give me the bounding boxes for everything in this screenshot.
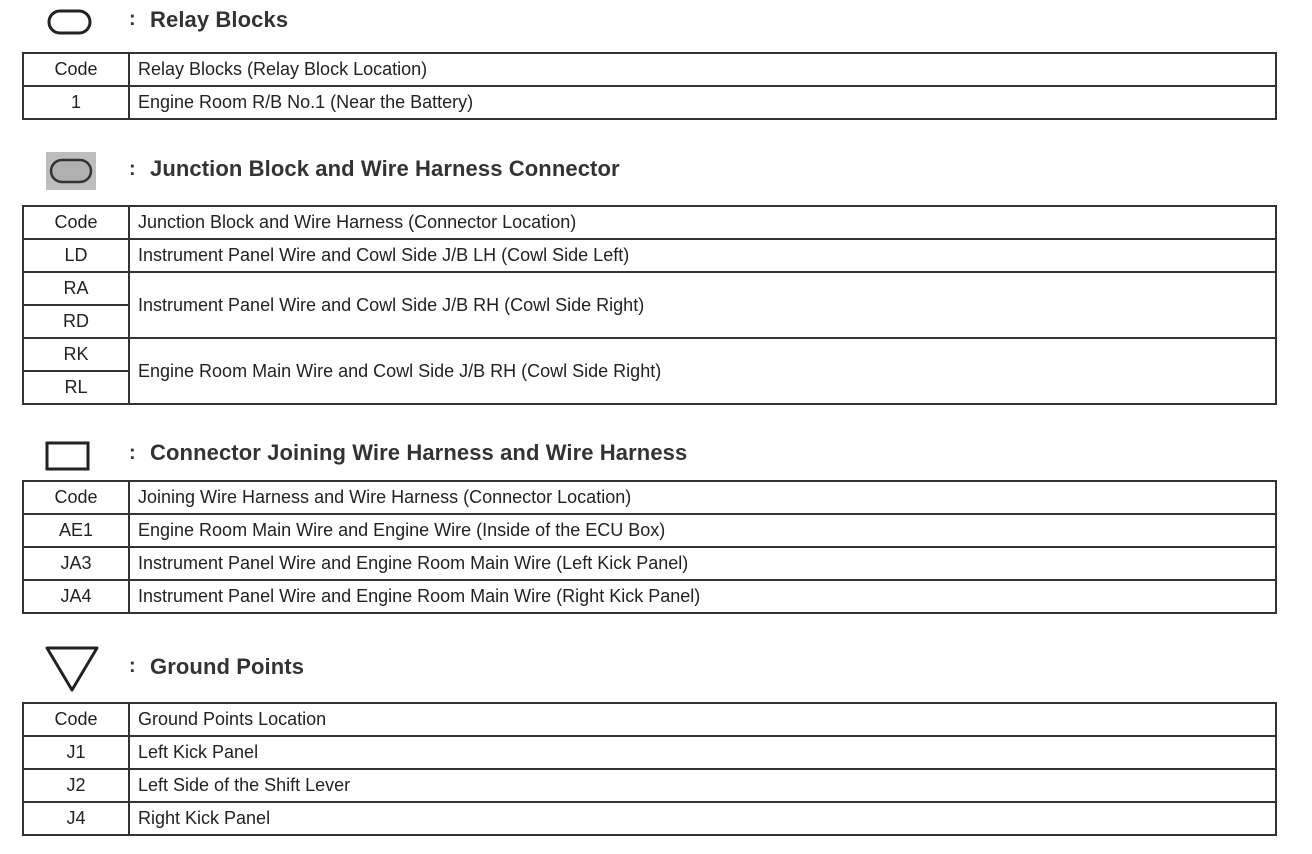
location-cell: Left Kick Panel	[129, 736, 1276, 769]
code-cell: LD	[23, 239, 129, 272]
table-row	[23, 736, 1276, 769]
location-cell: Instrument Panel Wire and Engine Room Main Wire (Left Kick Panel)	[129, 547, 1276, 580]
location-header: Junction Block and Wire Harness (Connector Location)	[129, 206, 1276, 239]
table-row	[23, 547, 1276, 580]
code-cell: J4	[23, 802, 129, 835]
section-junction-block-header	[0, 150, 1312, 190]
code-cell: RL	[23, 371, 129, 404]
junction-block-table	[22, 205, 1277, 405]
section-colon: :	[129, 158, 136, 180]
section-connector-joining-header	[0, 434, 1312, 474]
section-colon: :	[129, 442, 136, 464]
code-cell: J1	[23, 736, 129, 769]
table-row	[23, 802, 1276, 835]
code-cell: AE1	[23, 514, 129, 547]
code-cell: RK	[23, 338, 129, 371]
table-header-row	[23, 703, 1276, 736]
code-header: Code	[23, 53, 129, 86]
code-cell: 1	[23, 86, 129, 119]
table-header-row	[23, 53, 1276, 86]
relay-block-oval-icon	[46, 8, 94, 36]
code-header: Code	[23, 703, 129, 736]
table-row	[23, 338, 1276, 371]
relay-blocks-table	[22, 52, 1277, 120]
section-ground-points-header	[0, 643, 1312, 683]
code-cell: JA4	[23, 580, 129, 613]
location-header: Relay Blocks (Relay Block Location)	[129, 53, 1276, 86]
location-cell: Right Kick Panel	[129, 802, 1276, 835]
location-cell: Instrument Panel Wire and Cowl Side J/B LH (Cowl Side Left)	[129, 239, 1276, 272]
table-header-row	[23, 206, 1276, 239]
table-row	[23, 580, 1276, 613]
section-colon: :	[129, 655, 136, 677]
table-row	[23, 86, 1276, 119]
code-cell: RA	[23, 272, 129, 305]
table-row	[23, 239, 1276, 272]
code-cell: JA3	[23, 547, 129, 580]
ground-point-triangle-icon	[44, 645, 100, 693]
section-title: Ground Points	[150, 654, 305, 679]
section-title: Relay Blocks	[150, 7, 289, 32]
table-header-row	[23, 481, 1276, 514]
section-title: Junction Block and Wire Harness Connector	[150, 156, 620, 181]
junction-block-shaded-oval-icon	[46, 152, 96, 190]
location-cell: Engine Room R/B No.1 (Near the Battery)	[129, 86, 1276, 119]
code-cell: RD	[23, 305, 129, 338]
connector-rectangle-icon	[44, 440, 92, 472]
location-cell: Instrument Panel Wire and Engine Room Main Wire (Right Kick Panel)	[129, 580, 1276, 613]
code-header: Code	[23, 481, 129, 514]
section-title: Connector Joining Wire Harness and Wire Harness	[150, 440, 688, 465]
table-row	[23, 769, 1276, 802]
code-header: Code	[23, 206, 129, 239]
table-row	[23, 272, 1276, 305]
location-cell: Engine Room Main Wire and Cowl Side J/B RH (Cowl Side Right)	[129, 338, 1276, 404]
section-relay-blocks-header	[0, 0, 1312, 40]
code-cell: J2	[23, 769, 129, 802]
ground-points-table	[22, 702, 1277, 836]
location-header: Joining Wire Harness and Wire Harness (Connector Location)	[129, 481, 1276, 514]
location-cell: Left Side of the Shift Lever	[129, 769, 1276, 802]
location-cell: Instrument Panel Wire and Cowl Side J/B RH (Cowl Side Right)	[129, 272, 1276, 338]
connector-joining-table	[22, 480, 1277, 614]
section-colon: :	[129, 8, 136, 30]
location-header: Ground Points Location	[129, 703, 1276, 736]
location-cell: Engine Room Main Wire and Engine Wire (Inside of the ECU Box)	[129, 514, 1276, 547]
table-row	[23, 514, 1276, 547]
